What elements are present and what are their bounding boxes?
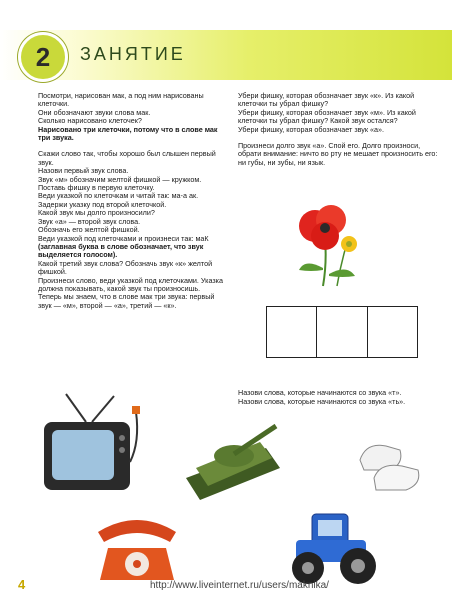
watermark-url: http://www.liveinternet.ru/users/maknika/ — [150, 580, 329, 591]
bottom-instructions — [238, 388, 438, 406]
text-line: Произнеси слово, веди указкой под клеточками. Указка должна показывать, какой звук ты произносишь. — [38, 275, 223, 293]
text-line: Задержи указку под второй клеточкой. — [38, 199, 167, 209]
text-line: Скажи слово так, чтобы хорошо был слышен первый звук. — [38, 149, 216, 167]
tv-illustration — [36, 392, 146, 502]
text-line: Теперь мы знаем, что в слове мак три звука: первый звук — «м», второй — «а», третий — «к». — [38, 292, 215, 310]
right-instructions — [238, 92, 438, 167]
text-line: Назови слова, которые начинаются со звука «т». — [238, 388, 402, 397]
sound-cell[interactable] — [317, 307, 367, 357]
text-line: Назови слова, которые начинаются со звука «ть». — [238, 397, 406, 406]
text-line: Назови первый звук слова. — [38, 166, 129, 176]
text-line: Веди указкой по клеточкам и читай так: ма-а ак. — [38, 191, 199, 201]
sound-cell[interactable] — [267, 307, 317, 357]
telephone-illustration — [92, 508, 182, 588]
text-line: Убери фишку, которая обозначает звук «к». Из какой клеточки ты убрал фишку? — [238, 91, 415, 109]
text-line: Сколько нарисовано клеточек? — [38, 116, 142, 126]
lesson-number-badge: 2 — [18, 32, 68, 82]
tractor-illustration — [282, 500, 382, 590]
text-line: Какой третий звук слова? Обозначь звук «к» желтой фишкой. — [38, 258, 213, 277]
text-line: Поставь фишку в первую клеточку. — [38, 183, 155, 193]
text-line: Обозначь его желтой фишкой. — [38, 225, 140, 235]
text-line: Произнеси долго звук «а». Спой его. Долго произноси, обрати внимание: ничто во рту не мешает произносить его: ни губы, ни зубы, ни язык. — [238, 141, 438, 167]
sound-cell[interactable] — [368, 307, 417, 357]
text-line: Звук «м» обозначим желтой фишкой — кружком. — [38, 174, 202, 184]
text-line: Они обозначают звуки слова мак. — [38, 107, 151, 117]
text-line: (заглавная буква в слове обозначает, что звук выделяется голосом). — [38, 241, 204, 260]
sound-scheme-grid — [266, 306, 418, 358]
left-instructions — [38, 92, 228, 310]
page-number: 4 — [18, 577, 26, 592]
lesson-title: ЗАНЯТИЕ — [80, 44, 186, 64]
shoes-illustration — [356, 420, 436, 500]
text-line: Звук «а» — второй звук слова. — [38, 216, 141, 226]
tank-illustration — [176, 408, 286, 508]
text-line: Веди указкой под клеточками и произнеси так: маК — [38, 233, 209, 243]
text-line: Посмотри, нарисован мак, а под ним нарисованы клеточки. — [38, 91, 204, 109]
poppy-illustration — [285, 198, 375, 288]
text-line: Нарисовано три клеточки, потому что в слове мак три звука. — [38, 124, 218, 143]
text-line: Какой звук мы долго произносили? — [38, 208, 155, 218]
text-line: Убери фишку, которая обозначает звук «а». — [238, 124, 384, 134]
text-line: Убери фишку, которая обозначает звук «м». Из какой клеточки ты убрал фишку? Какой звук остался? — [238, 107, 416, 126]
